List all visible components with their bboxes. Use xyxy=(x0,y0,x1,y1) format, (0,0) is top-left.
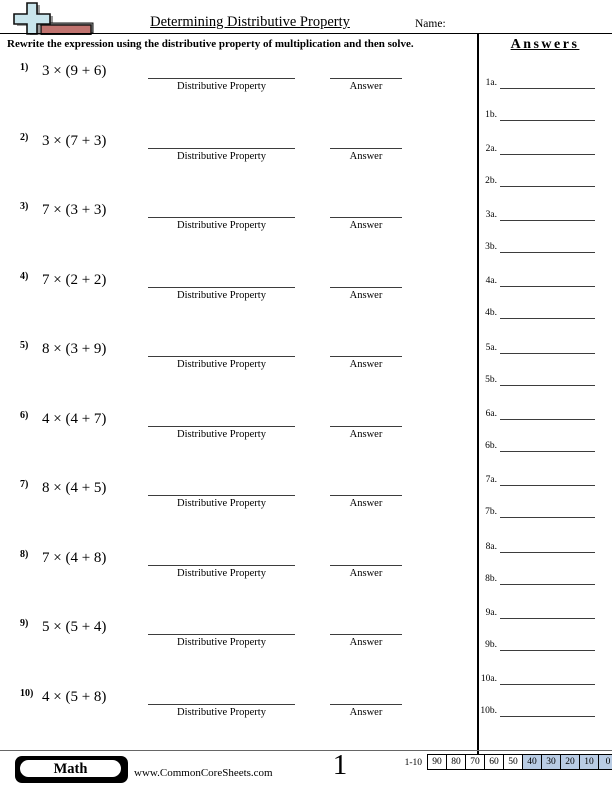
distributive-line-label: Distributive Property xyxy=(177,706,266,718)
answer-slot xyxy=(474,306,596,319)
problem-number: 7) xyxy=(20,479,29,490)
answer-line-label: Answer xyxy=(349,567,383,579)
answer-slot xyxy=(474,108,596,121)
header-rule xyxy=(0,33,612,34)
plus-minus-icon-svg xyxy=(8,2,108,35)
answer-slot-blank-line xyxy=(500,220,595,221)
score-cell: 30 xyxy=(541,754,561,770)
answer-line-label: Answer xyxy=(349,359,383,370)
problem-row xyxy=(0,201,478,235)
score-cell: 80 xyxy=(446,754,466,770)
answer-slot xyxy=(474,341,596,354)
problem-row xyxy=(0,618,478,652)
problem-row xyxy=(0,479,478,513)
answer-blank-line xyxy=(330,495,402,496)
problem-row xyxy=(0,271,478,305)
distributive-blank-line xyxy=(148,148,295,149)
distributive-blank-line xyxy=(148,217,295,218)
subject-badge xyxy=(15,756,128,783)
answer-slot xyxy=(474,240,596,253)
problem-number: 8) xyxy=(20,548,29,560)
problem-expression: 3 × (9 + 6) xyxy=(42,63,107,79)
answer-slot-label: 1b. xyxy=(485,109,497,120)
answer-slot-blank-line xyxy=(500,186,595,187)
answer-line-label: Answer xyxy=(349,289,383,301)
answer-line-label: Answer xyxy=(349,637,383,648)
problem-row xyxy=(0,688,478,722)
answers-heading: Answers xyxy=(510,37,580,52)
answer-slot-label: 8b. xyxy=(485,573,497,584)
plus-minus-math-icon xyxy=(8,2,108,40)
answer-blank-line xyxy=(330,287,402,288)
answer-blank-line xyxy=(330,356,402,357)
problem-expression: 8 × (4 + 5) xyxy=(42,480,107,496)
answer-slot-blank-line xyxy=(500,353,595,354)
answer-slot-blank-line xyxy=(500,684,595,685)
answer-slot-blank-line xyxy=(500,552,595,553)
answer-slot-blank-line xyxy=(500,385,595,386)
answer-slot xyxy=(474,638,596,651)
problem-expression: 7 × (2 + 2) xyxy=(42,271,107,288)
answer-line-label: Answer xyxy=(349,81,383,92)
answer-slot xyxy=(474,473,596,486)
answer-slot xyxy=(474,540,596,553)
score-cell: 0 xyxy=(598,754,612,770)
distributive-blank-line xyxy=(148,634,295,635)
answer-slot-label: 6a. xyxy=(485,409,497,419)
answer-slot-blank-line xyxy=(500,584,595,585)
problem-row xyxy=(0,132,478,166)
answer-slot-blank-line xyxy=(500,618,595,619)
answer-line-label: Answer xyxy=(349,220,383,231)
problem-number: 9) xyxy=(20,618,29,629)
distributive-blank-line xyxy=(148,78,295,79)
answer-slot-blank-line xyxy=(500,716,595,717)
answer-slot-blank-line xyxy=(500,120,595,121)
answer-blank-line xyxy=(330,634,402,635)
problem-number: 6) xyxy=(20,409,29,421)
answer-slot-label: 10a. xyxy=(480,674,497,685)
distributive-line-label: Distributive Property xyxy=(177,289,266,301)
distributive-line-label: Distributive Property xyxy=(177,359,266,370)
distributive-line-label: Distributive Property xyxy=(177,637,266,648)
answer-slot-label: 7b. xyxy=(485,507,497,518)
page-number: 1 xyxy=(332,749,348,781)
score-cell: 60 xyxy=(484,754,504,770)
distributive-line-label: Distributive Property xyxy=(177,150,266,162)
problem-expression: 5 × (5 + 4) xyxy=(42,619,107,635)
distributive-blank-line xyxy=(148,704,295,705)
problem-row xyxy=(0,549,478,583)
problem-number: 3) xyxy=(20,201,29,212)
answer-slot-label: 9b. xyxy=(485,639,497,650)
score-cell: 40 xyxy=(522,754,542,770)
subject-badge-label: Math xyxy=(19,759,122,778)
answer-line-label: Answer xyxy=(349,150,383,162)
distributive-blank-line xyxy=(148,356,295,357)
problem-expression: 7 × (3 + 3) xyxy=(42,202,107,218)
answer-slot-label: 7a. xyxy=(485,475,497,486)
score-cell: 10 xyxy=(579,754,599,770)
answer-slot xyxy=(474,208,596,221)
distributive-blank-line xyxy=(148,287,295,288)
answer-blank-line xyxy=(330,148,402,149)
answer-slot-label: 2b. xyxy=(485,175,497,186)
answer-slot-blank-line xyxy=(500,517,595,518)
answer-line-label: Answer xyxy=(349,706,383,718)
problem-expression: 4 × (4 + 7) xyxy=(42,410,107,427)
answer-slot-blank-line xyxy=(500,650,595,651)
answer-slot xyxy=(474,174,596,187)
answer-slot-label: 3a. xyxy=(485,210,497,221)
problem-expression: 3 × (7 + 3) xyxy=(42,132,107,149)
name-label: Name: xyxy=(415,18,446,30)
instructions-text: Rewrite the expression using the distributive property of multiplication and then solve. xyxy=(7,38,414,50)
answer-slot xyxy=(474,142,596,155)
answer-slot-label: 9a. xyxy=(485,607,497,618)
score-cell: 90 xyxy=(427,754,447,770)
answer-slot xyxy=(474,505,596,518)
distributive-line-label: Distributive Property xyxy=(177,220,266,231)
problem-number: 4) xyxy=(20,270,29,282)
problem-row xyxy=(0,62,478,96)
answer-slot-label: 8a. xyxy=(485,541,497,552)
problem-expression: 7 × (4 + 8) xyxy=(42,549,107,566)
answer-slot-label: 5a. xyxy=(485,342,497,353)
answer-slot-blank-line xyxy=(500,451,595,452)
answer-slot xyxy=(474,572,596,585)
answer-slot-blank-line xyxy=(500,485,595,486)
answer-blank-line xyxy=(330,565,402,566)
score-range-label: 1-10 xyxy=(404,758,422,768)
answer-slot xyxy=(474,672,596,685)
score-cell: 70 xyxy=(465,754,485,770)
answer-slot-blank-line xyxy=(500,286,595,287)
answer-slot-blank-line xyxy=(500,419,595,420)
answer-blank-line xyxy=(330,78,402,79)
distributive-blank-line xyxy=(148,426,295,427)
problem-row xyxy=(0,340,478,374)
distributive-blank-line xyxy=(148,495,295,496)
worksheet-title: Determining Distributive Property xyxy=(150,14,350,30)
answer-slot-label: 6b. xyxy=(485,441,497,451)
answer-slot xyxy=(474,373,596,386)
answer-slot-blank-line xyxy=(500,318,595,319)
answer-slot-blank-line xyxy=(500,88,595,89)
answer-slot-label: 10b. xyxy=(480,706,497,717)
answer-slot-label: 4a. xyxy=(485,276,497,287)
answer-line-label: Answer xyxy=(349,498,383,509)
problem-expression: 4 × (5 + 8) xyxy=(42,688,107,705)
answer-blank-line xyxy=(330,704,402,705)
answer-slot-label: 2a. xyxy=(485,143,497,154)
answer-slot-label: 4b. xyxy=(485,308,497,319)
answer-slot-label: 5b. xyxy=(485,374,497,385)
website-url: www.CommonCoreSheets.com xyxy=(134,767,273,779)
distributive-line-label: Distributive Property xyxy=(177,498,266,509)
score-cell: 20 xyxy=(560,754,580,770)
answer-slot-blank-line xyxy=(500,154,595,155)
distributive-line-label: Distributive Property xyxy=(177,567,266,579)
answer-slot xyxy=(474,274,596,287)
answer-slot xyxy=(474,704,596,717)
distributive-blank-line xyxy=(148,565,295,566)
answer-slot xyxy=(474,407,596,420)
answer-slot xyxy=(474,76,596,89)
answer-slot-label: 1a. xyxy=(485,77,497,88)
answer-blank-line xyxy=(330,217,402,218)
problem-expression: 8 × (3 + 9) xyxy=(42,341,107,357)
distributive-line-label: Distributive Property xyxy=(177,81,266,92)
answer-line-label: Answer xyxy=(349,428,383,440)
problem-number: 2) xyxy=(20,131,29,143)
answer-blank-line xyxy=(330,426,402,427)
problem-row xyxy=(0,410,478,444)
answer-slot-blank-line xyxy=(500,252,595,253)
problem-number: 10) xyxy=(20,687,34,699)
answer-slot xyxy=(474,439,596,452)
score-cell: 50 xyxy=(503,754,523,770)
answer-slot-label: 3b. xyxy=(485,242,497,253)
problem-number: 5) xyxy=(20,340,29,351)
distributive-line-label: Distributive Property xyxy=(177,428,266,440)
score-strip xyxy=(427,754,612,770)
answer-slot xyxy=(474,606,596,619)
problem-number: 1) xyxy=(20,62,29,73)
